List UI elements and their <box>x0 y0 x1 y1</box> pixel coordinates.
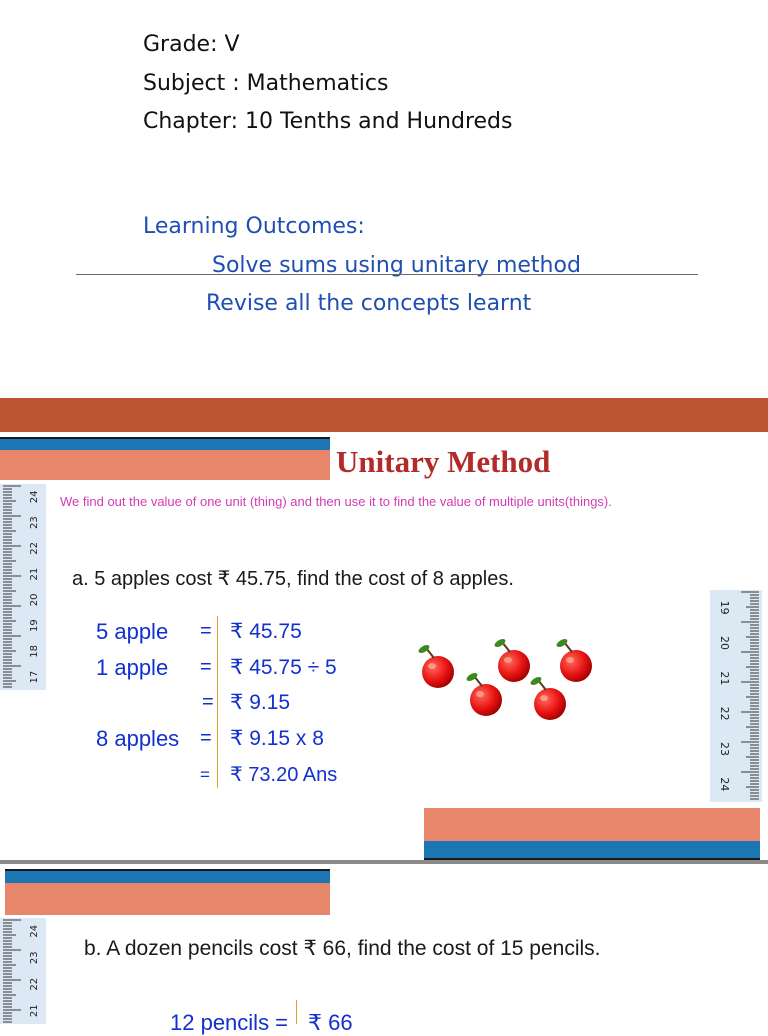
ruler-number: 21 <box>29 567 40 581</box>
step-4-left: 8 apples <box>96 726 180 751</box>
question-b: b. A dozen pencils cost ₹ 66, find the cost of 15 pencils. <box>84 937 601 960</box>
ruler-number: 19 <box>29 619 40 632</box>
learning-outcome-1: Solve sums using unitary method <box>212 253 581 278</box>
step-4-right: ₹ 9.15 x 8 <box>230 727 324 750</box>
slide-top-band <box>0 398 768 432</box>
learning-outcome-2: Revise all the concepts learnt <box>206 291 532 316</box>
ruler-number: 19 <box>718 600 731 615</box>
ruler-number: 23 <box>29 951 40 965</box>
ruler-number: 22 <box>718 706 731 721</box>
step-2-left: 1 apple <box>96 655 169 680</box>
decor-bar-blue-bottom <box>424 841 760 858</box>
decor-bar-salmon-2 <box>5 883 330 915</box>
ruler-number: 23 <box>29 516 40 529</box>
apples-icon <box>400 628 600 728</box>
step-3-right: ₹ 9.15 <box>230 691 291 714</box>
grade-text: Grade: V <box>143 32 240 57</box>
ruler-number: 17 <box>29 670 40 684</box>
ruler-number: 20 <box>718 636 731 650</box>
step-5-right: ₹ 73.20 Ans <box>230 764 338 786</box>
step-1-left: 5 apple <box>96 619 169 644</box>
pencil-step-left: 12 pencils = <box>170 1010 289 1035</box>
ruler-number: 24 <box>718 777 731 792</box>
ruler-number: 24 <box>29 490 40 504</box>
step-2-right: ₹ 45.75 ÷ 5 <box>230 656 337 679</box>
ruler-number: 18 <box>29 645 40 658</box>
question-a: a. 5 apples cost ₹ 45.75, find the cost of 8 apples. <box>72 568 514 590</box>
apple <box>529 675 566 720</box>
slide-title: Unitary Method <box>336 444 551 479</box>
step-3-eq: = <box>202 691 214 713</box>
apple <box>465 671 502 716</box>
pencil-calc-divider <box>296 1000 297 1024</box>
chapter-text: Chapter: 10 Tenths and Hundreds <box>143 109 513 134</box>
ruler-number: 22 <box>29 542 40 555</box>
slide-divider <box>0 860 768 864</box>
step-2-eq: = <box>200 656 212 678</box>
step-1-eq: = <box>200 620 212 642</box>
apple <box>555 637 592 682</box>
decor-bar-salmon <box>0 450 330 480</box>
pencil-step-right: ₹ 66 <box>308 1010 353 1035</box>
ruler-number: 24 <box>29 924 40 938</box>
ruler-left-icon <box>0 484 46 690</box>
definition-text: We find out the value of one unit (thing) and then use it to find the value of multiple units(things). <box>60 494 612 509</box>
decor-bar-blue-2 <box>5 871 330 883</box>
ruler-number: 23 <box>718 742 731 756</box>
step-1-right: ₹ 45.75 <box>230 620 302 643</box>
divider-line <box>76 274 698 275</box>
decor-bar-blue <box>0 439 330 450</box>
apple <box>493 637 530 682</box>
decor-bar-salmon-bottom <box>424 808 760 841</box>
ruler-number: 21 <box>718 671 731 686</box>
ruler-number: 20 <box>29 593 40 607</box>
ruler-right-icon <box>710 590 762 802</box>
calc-divider <box>217 616 218 788</box>
step-5-eq: = <box>200 765 210 784</box>
step-4-eq: = <box>200 727 212 749</box>
apple <box>417 643 454 688</box>
ruler-number: 22 <box>29 977 40 991</box>
ruler-number: 21 <box>29 1004 40 1018</box>
subject-text: Subject : Mathematics <box>143 71 389 96</box>
ruler-left-2-icon <box>0 918 46 1024</box>
learning-outcomes-heading: Learning Outcomes: <box>143 214 365 239</box>
